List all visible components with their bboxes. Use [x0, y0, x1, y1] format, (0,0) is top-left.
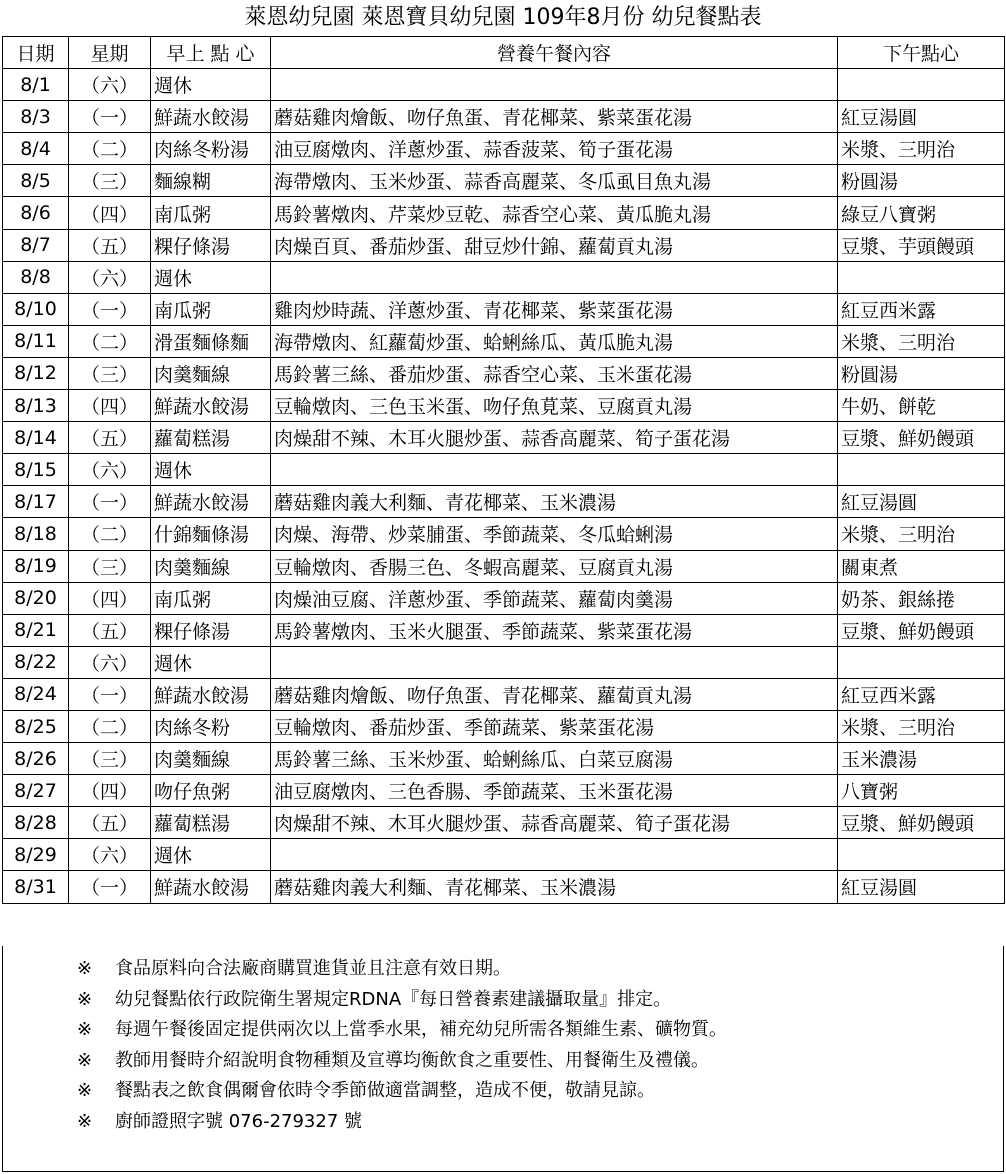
row-weekday: （六）	[69, 261, 151, 293]
row-weekday: （五）	[69, 807, 151, 839]
row-weekday: （四）	[69, 197, 151, 229]
note-text: 教師用餐時介紹說明食物種類及宣導均衡飲食之重要性、用餐衛生及禮儀。	[115, 1049, 709, 1071]
row-weekday: （四）	[69, 582, 151, 614]
note-mark-icon: ※	[77, 1049, 93, 1071]
row-lunch: 豆輪燉肉、番茄炒蛋、季節蔬菜、紫菜蛋花湯	[271, 710, 838, 742]
row-weekday: （二）	[69, 518, 151, 550]
table-row	[3, 807, 1005, 839]
note-mark-icon: ※	[77, 1019, 93, 1041]
table-row	[3, 325, 1005, 357]
row-date: 8/14	[3, 422, 69, 454]
row-afternoon: 紅豆西米露	[838, 678, 1005, 710]
row-breakfast: 蘿蔔糕湯	[151, 807, 271, 839]
table-row	[3, 646, 1005, 678]
row-lunch: 肉燥甜不辣、木耳火腿炒蛋、蒜香高麗菜、筍子蛋花湯	[271, 807, 838, 839]
row-weekday: （二）	[69, 710, 151, 742]
row-afternoon: 綠豆八寶粥	[838, 197, 1005, 229]
table-row	[3, 518, 1005, 550]
table-row	[3, 678, 1005, 710]
row-date: 8/29	[3, 839, 69, 871]
row-afternoon: 米漿、三明治	[838, 518, 1005, 550]
row-breakfast: 鮮蔬水餃湯	[151, 390, 271, 422]
table-row	[3, 357, 1005, 389]
row-date: 8/25	[3, 710, 69, 742]
table-row	[3, 261, 1005, 293]
row-date: 8/28	[3, 807, 69, 839]
header-breakfast: 早上 點 心	[151, 37, 271, 69]
row-weekday: （三）	[69, 743, 151, 775]
table-row	[3, 422, 1005, 454]
row-lunch: 豆輪燉肉、三色玉米蛋、吻仔魚莧菜、豆腐貢丸湯	[271, 390, 838, 422]
row-lunch: 蘑菇雞肉燴飯、吻仔魚蛋、青花椰菜、蘿蔔貢丸湯	[271, 678, 838, 710]
table-row	[3, 614, 1005, 646]
header-date: 日期	[3, 37, 69, 69]
row-afternoon: 米漿、三明治	[838, 325, 1005, 357]
row-afternoon: 豆漿、鮮奶饅頭	[838, 807, 1005, 839]
row-breakfast: 麵線糊	[151, 165, 271, 197]
row-lunch: 肉燥油豆腐、洋蔥炒蛋、季節蔬菜、蘿蔔肉羹湯	[271, 582, 838, 614]
row-date: 8/22	[3, 646, 69, 678]
row-breakfast: 什錦麵條湯	[151, 518, 271, 550]
table-row	[3, 486, 1005, 518]
row-weekday: （一）	[69, 101, 151, 133]
table-row	[3, 743, 1005, 775]
row-weekday: （六）	[69, 454, 151, 486]
table-header-row	[3, 37, 1005, 69]
row-breakfast: 肉絲冬粉湯	[151, 133, 271, 165]
row-date: 8/19	[3, 550, 69, 582]
row-afternoon: 奶茶、銀絲捲	[838, 582, 1005, 614]
row-lunch: 肉燥百頁、番茄炒蛋、甜豆炒什錦、蘿蔔貢丸湯	[271, 229, 838, 261]
row-lunch: 海帶燉肉、紅蘿蔔炒蛋、蛤蜊絲瓜、黃瓜脆丸湯	[271, 325, 838, 357]
row-breakfast: 週休	[151, 261, 271, 293]
row-breakfast: 滑蛋麵條麵	[151, 325, 271, 357]
header-lunch: 營養午餐內容	[271, 37, 838, 69]
table-row	[3, 775, 1005, 807]
row-afternoon: 牛奶、餅乾	[838, 390, 1005, 422]
row-weekday: （五）	[69, 422, 151, 454]
row-lunch: 肉燥甜不辣、木耳火腿炒蛋、蒜香高麗菜、筍子蛋花湯	[271, 422, 838, 454]
row-date: 8/15	[3, 454, 69, 486]
row-breakfast: 南瓜粥	[151, 293, 271, 325]
meal-table	[2, 36, 1005, 904]
row-date: 8/11	[3, 325, 69, 357]
row-afternoon: 紅豆湯圓	[838, 486, 1005, 518]
row-breakfast: 週休	[151, 839, 271, 871]
row-lunch	[271, 261, 838, 293]
row-lunch: 蘑菇雞肉義大利麵、青花椰菜、玉米濃湯	[271, 871, 838, 903]
row-date: 8/21	[3, 614, 69, 646]
table-row	[3, 165, 1005, 197]
row-afternoon: 豆漿、鮮奶饅頭	[838, 422, 1005, 454]
row-weekday: （四）	[69, 775, 151, 807]
row-date: 8/12	[3, 357, 69, 389]
row-lunch: 馬鈴薯燉肉、芹菜炒豆乾、蒜香空心菜、黃瓜脆丸湯	[271, 197, 838, 229]
note-text: 每週午餐後固定提供兩次以上當季水果，補充幼兒所需各類維生素、礦物質。	[115, 1019, 727, 1041]
table-row	[3, 871, 1005, 903]
row-breakfast: 南瓜粥	[151, 197, 271, 229]
table-row	[3, 293, 1005, 325]
row-afternoon: 紅豆湯圓	[838, 101, 1005, 133]
row-lunch	[271, 69, 838, 101]
table-row	[3, 550, 1005, 582]
row-date: 8/27	[3, 775, 69, 807]
row-date: 8/20	[3, 582, 69, 614]
row-breakfast: 肉羹麵線	[151, 357, 271, 389]
row-lunch: 油豆腐燉肉、洋蔥炒蛋、蒜香菠菜、筍子蛋花湯	[271, 133, 838, 165]
table-row	[3, 390, 1005, 422]
row-breakfast: 吻仔魚粥	[151, 775, 271, 807]
row-lunch: 海帶燉肉、玉米炒蛋、蒜香高麗菜、冬瓜虱目魚丸湯	[271, 165, 838, 197]
note-mark-icon: ※	[77, 958, 93, 979]
row-weekday: （一）	[69, 678, 151, 710]
row-afternoon	[838, 646, 1005, 678]
row-date: 8/7	[3, 229, 69, 261]
row-afternoon	[838, 261, 1005, 293]
table-row	[3, 197, 1005, 229]
row-lunch: 豆輪燉肉、香腸三色、冬蝦高麗菜、豆腐貢丸湯	[271, 550, 838, 582]
table-row	[3, 101, 1005, 133]
table-row	[3, 454, 1005, 486]
row-afternoon: 關東煮	[838, 550, 1005, 582]
row-weekday: （二）	[69, 133, 151, 165]
row-date: 8/26	[3, 743, 69, 775]
table-row	[3, 229, 1005, 261]
row-date: 8/3	[3, 101, 69, 133]
note-text: 廚師證照字號 076-279327 號	[115, 1111, 363, 1132]
table-row	[3, 839, 1005, 871]
row-lunch	[271, 646, 838, 678]
row-date: 8/6	[3, 197, 69, 229]
row-breakfast: 週休	[151, 646, 271, 678]
row-lunch: 馬鈴薯三絲、番茄炒蛋、蒜香空心菜、玉米蛋花湯	[271, 357, 838, 389]
row-date: 8/1	[3, 69, 69, 101]
row-date: 8/5	[3, 165, 69, 197]
row-afternoon: 豆漿、芋頭饅頭	[838, 229, 1005, 261]
note-text: 食品原料向合法廠商購買進貨並且注意有效日期。	[115, 958, 511, 979]
row-breakfast: 蘿蔔糕湯	[151, 422, 271, 454]
row-weekday: （三）	[69, 165, 151, 197]
row-weekday: （三）	[69, 357, 151, 389]
row-breakfast: 鮮蔬水餃湯	[151, 678, 271, 710]
row-afternoon: 豆漿、鮮奶饅頭	[838, 614, 1005, 646]
row-afternoon: 米漿、三明治	[838, 133, 1005, 165]
row-breakfast: 鮮蔬水餃湯	[151, 871, 271, 903]
row-weekday: （三）	[69, 550, 151, 582]
row-date: 8/17	[3, 486, 69, 518]
row-afternoon: 紅豆西米露	[838, 293, 1005, 325]
table-body	[3, 69, 1005, 903]
note-mark-icon: ※	[77, 1080, 93, 1102]
row-afternoon: 紅豆湯圓	[838, 871, 1005, 903]
row-afternoon	[838, 839, 1005, 871]
row-date: 8/10	[3, 293, 69, 325]
page-title: 萊恩幼兒園 萊恩寶貝幼兒園 109年8月份 幼兒餐點表	[244, 5, 762, 30]
row-date: 8/18	[3, 518, 69, 550]
row-weekday: （一）	[69, 293, 151, 325]
row-breakfast: 粿仔條湯	[151, 614, 271, 646]
row-lunch: 蘑菇雞肉燴飯、吻仔魚蛋、青花椰菜、紫菜蛋花湯	[271, 101, 838, 133]
row-afternoon: 玉米濃湯	[838, 743, 1005, 775]
row-afternoon	[838, 69, 1005, 101]
row-lunch: 肉燥、海帶、炒菜脯蛋、季節蔬菜、冬瓜蛤蜊湯	[271, 518, 838, 550]
row-weekday: （一）	[69, 871, 151, 903]
row-breakfast: 肉絲冬粉	[151, 710, 271, 742]
row-weekday: （六）	[69, 646, 151, 678]
row-date: 8/8	[3, 261, 69, 293]
row-lunch: 油豆腐燉肉、三色香腸、季節蔬菜、玉米蛋花湯	[271, 775, 838, 807]
note-text: 幼兒餐點依行政院衛生署規定RDNA『每日營養素建議攝取量』排定。	[115, 988, 672, 1010]
row-lunch: 馬鈴薯三絲、玉米炒蛋、蛤蜊絲瓜、白菜豆腐湯	[271, 743, 838, 775]
row-date: 8/24	[3, 678, 69, 710]
row-afternoon: 粉圓湯	[838, 357, 1005, 389]
row-afternoon: 米漿、三明治	[838, 710, 1005, 742]
row-weekday: （四）	[69, 390, 151, 422]
row-lunch: 蘑菇雞肉義大利麵、青花椰菜、玉米濃湯	[271, 486, 838, 518]
header-afternoon: 下午點心	[838, 37, 1005, 69]
row-breakfast: 週休	[151, 454, 271, 486]
table-row	[3, 710, 1005, 742]
notes-section	[2, 946, 1004, 1172]
row-breakfast: 週休	[151, 69, 271, 101]
row-weekday: （五）	[69, 229, 151, 261]
row-breakfast: 鮮蔬水餃湯	[151, 101, 271, 133]
row-breakfast: 鮮蔬水餃湯	[151, 486, 271, 518]
note-mark-icon: ※	[77, 1111, 93, 1132]
row-lunch: 雞肉炒時蔬、洋蔥炒蛋、青花椰菜、紫菜蛋花湯	[271, 293, 838, 325]
row-date: 8/31	[3, 871, 69, 903]
note-text: 餐點表之飲食偶爾會依時令季節做適當調整，造成不便，敬請見諒。	[115, 1080, 655, 1102]
row-lunch	[271, 454, 838, 486]
row-weekday: （六）	[69, 69, 151, 101]
table-row	[3, 582, 1005, 614]
table-row	[3, 69, 1005, 101]
row-afternoon: 八寶粥	[838, 775, 1005, 807]
row-date: 8/4	[3, 133, 69, 165]
row-breakfast: 肉羹麵線	[151, 550, 271, 582]
row-weekday: （一）	[69, 486, 151, 518]
table-row	[3, 133, 1005, 165]
row-weekday: （二）	[69, 325, 151, 357]
row-afternoon: 粉圓湯	[838, 165, 1005, 197]
row-breakfast: 肉羹麵線	[151, 743, 271, 775]
header-weekday: 星期	[69, 37, 151, 69]
row-weekday: （六）	[69, 839, 151, 871]
row-lunch: 馬鈴薯燉肉、玉米火腿蛋、季節蔬菜、紫菜蛋花湯	[271, 614, 838, 646]
row-afternoon	[838, 454, 1005, 486]
row-weekday: （五）	[69, 614, 151, 646]
row-breakfast: 粿仔條湯	[151, 229, 271, 261]
note-mark-icon: ※	[77, 988, 93, 1010]
row-breakfast: 南瓜粥	[151, 582, 271, 614]
row-date: 8/13	[3, 390, 69, 422]
row-lunch	[271, 839, 838, 871]
